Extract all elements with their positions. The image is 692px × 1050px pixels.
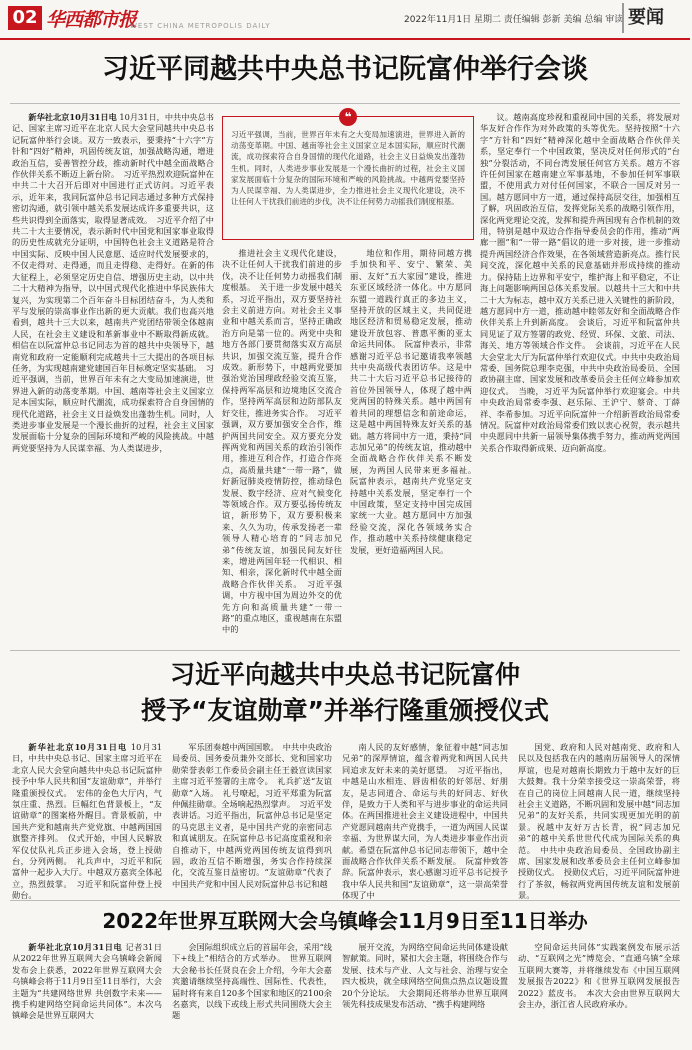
- article-2-body-4: 国党、政府和人民对越南党、政府和人民以及包括我在内的越南历届领导人的深情厚谊，也是对越南长期致力于越中友好的巨大鼓舞。我十分荣幸接受这一崇高荣誉，将在自己的岗位上同越南人民一道，继续坚持社会主义道路，不断巩固和发展中越“同志加兄弟”的友好关系，共同实现更加光明的前景。祝越中友好万古长青，祝“同志加兄弟”的越中关系世世代代成为国际关系的典范。 中共中央政治局委员、全国政协副主席、国家发展和改革委员会主任何立峰参加授勋仪式。 授勋仪式后，习近平同阮富仲进行了茶叙，畅叙两党两国传统友谊和发展前景。: [518, 742, 680, 901]
- article-2-body-3: 南人民的友好感情，象征着中越“同志加兄弟”的深厚情谊，蕴含着两党和两国人民共同追求友好未来的美好愿望。 习近平指出，中越是山水相连、唇齿相依的好邻居、好朋友，是志同道合、命运与共的好同志、好伙伴，是致力于人类和平与进步事业的命运共同体。在两国推进社会主义建设进程中，中国共产党愿同越南共产党携手，一道为两国人民谋幸福、为世界谋大同，为人类进步事业作出贡献。希望在阮富仲总书记同志带领下，越中全面战略合作伙伴关系不断发展。 阮富仲致答辞。阮富仲表示，衷心感谢习近平总书记授予我中华人民共和国“友谊勋章”，这一崇高荣誉体现了中: [342, 742, 508, 901]
- article-1-body-1: 10月31日，中共中央总书记、国家主席习近平在北京人民大会堂同越共中央总书记阮富仲举行会谈。双方一致表示，要秉持“十六字”方针和“四好”精神，巩固传统友谊，加强战略沟通，增进政治互信，妥善管控分歧，推动新时代中越全面战略合作伙伴关系不断迈上新台阶。 习近平热烈欢迎阮富仲在中共二十大召开后即对中国进行正式访问。习近平表示，近年来，我同阮富仲总书记同志通过多种方式保持密切沟通，就引领中越关系发展达成许多重要共识，这些共识得到全面落实，取得显著成效。 习近平介绍了中共二十大主要情况，表示新时代中国党和国家事业取得的历史性成就充分证明，中国特色社会主义道路是符合中国实际、反映中国人民意愿、适应时代发展要求的，不仅走得对、走得通，而且走得稳、走得好。在新的伟大征程上，必须坚定历史自信、增强历史主动，以中共二十大精神为指导，以中国式现代化推进中华民族伟大复兴，为实现第二个百年奋斗目标团结奋斗，为人类和平与发展的崇高事业作出新的更大贡献。我们也高兴地看到，越共十三大以来，越南共产党团结带领全体越南人民，在社会主义建设和革新事业中不断取得新成就。相信在以阮富仲总书记同志为首的越共中央领导下，越南党和政府一定能顺利完成越共十三大提出的各项目标任务，为实现越南建党建国百年目标奠定坚实基础。 习近平强调，当前，世界百年未有之大变局加速演进，世界进入新的动荡变革期。中国、越南等社会主义国家立足本国实际，顺应时代潮流，成功探索符合自身国情的现代化道路，社会主义日益焕发出蓬勃生机。同时，人类进步事业发展是一个漫长曲折的过程，社会主义国家发展面临十分复杂的国际环境和严峻的风险挑战。中越两党要坚持为人民谋幸福、为人类谋进步，: [12, 112, 214, 453]
- article-3-col-3: [342, 942, 508, 1046]
- article-2-col-2: [172, 742, 332, 894]
- dateline: 新华社北京10月31日电: [28, 742, 128, 752]
- headline-1: 习近平同越共中央总书记阮富仲举行会谈: [102, 54, 588, 85]
- article-1-col-2: [222, 248, 342, 642]
- divider: [10, 650, 680, 651]
- headline-2-line-1: 习近平向越共中央总书记阮富仲: [169, 660, 520, 689]
- headline-2-line-2: 授予“友谊勋章”并举行隆重颁授仪式: [141, 696, 549, 725]
- masthead: [0, 0, 690, 40]
- page-number: 02: [8, 6, 42, 30]
- article-1-col-1: [12, 112, 214, 642]
- article-2-col-4: [518, 742, 680, 901]
- article-3-body-3: 展开交流，为网络空间命运共同体建设献智献策。同时，紧扣大会主题，将围绕合作与发展、技术与产业、人文与社会、治理与安全四大板块，就全球网络空间焦点热点议题设置20个分论坛。 大会期间还将举办世界互联网领先科技成果发布活动、“携手构建网络: [342, 942, 508, 1010]
- article-2-col-1: [12, 742, 162, 901]
- dateline: 新华社北京10月31日电: [28, 112, 117, 122]
- article-1-col-3: [350, 248, 481, 642]
- pull-quote-text: 习近平强调，当前，世界百年未有之大变局加速演进，世界进入新的动荡变革期。中国、越南等社会主义国家立足本国实际，顺应时代潮流，成功探索符合自身国情的现代化道路，社会主义日益焕发出蓬勃生机。同时，人类进步事业发展是一个漫长曲折的过程，社会主义国家发展面临十分复杂的国际环境和严峻的风险挑战。中越两党要坚持为人民谋幸福、为人类谋进步，全力推进社会主义现代化建设，决不让任何人干扰我们前进的步伐，决不让任何势力动摇我们制度根基。: [231, 130, 465, 207]
- divider: [10, 900, 680, 901]
- divider: [10, 103, 680, 104]
- article-2-body-2: 军乐团奏越中两国国歌。 中共中央政治局委员、国务委员兼外交部长、党和国家功勋荣誉表彰工作委员会副主任王毅宣读国家主席习近平签署的主席令。 礼兵扩送“友谊勋章”入场。 礼号嘹起，习近平郑重为阮富仲佩挂勋章。全场响起热烈掌声。 习近平发表讲话。习近平指出，阮富仲总书记是坚定的马克思主义者，是中国共产党的亲密同志和真诚朋友。在阮富仲总书记高度重视和亲自推动下，中越两党两国传统友谊得到巩固，政治互信不断增强，务实合作持续深化，交流互鉴日益密切。“友谊勋章”代表了中国共产党和中国人民对阮富仲总书记和越: [172, 742, 332, 889]
- article-1-body-2: 推进社会主义现代化建设，决不让任何人干扰我们前进的步伐，决不让任何势力动摇我们制度根基。 关于进一步发展中越关系，习近平指出，双方要坚持社会主义前进方向。对社会主义事业和中越关系而言，坚持正确政治方向是第一位的。两党中央和地方各部门要贯彻落实双方高层共识，加强交流互鉴，提升合作成效。新形势下，中越两党要加强治党治国理政经验交流互鉴，保持两军高层和边境地区交流合作，坚持两军高层和边防部队友好交往，推进务实合作。 习近平强调，双方要加强安全合作，维护两国共同安全。双方要充分发挥两党和两国关系的政治引领作用，推进互利合作，打造合作亮点，高质量共建“一带一路”，做好新冠肺炎疫情防控，推动绿色发展、数字经济、应对气候变化等领域合作。双方要弘扬传统友谊，新形势下，双方要积极来来、久久为功，传承发扬老一辈领导人精心培育的“同志加兄弟”传统友谊，加强民间友好往来，增进两国年轻一代相识、相知、相亲，深化新时代中越全面战略合作伙伴关系。 习近平强调，中方视中国为周边外交的优先方向和高质量共建“一带一路”的重点地区，重视越南在东盟中的: [222, 248, 342, 635]
- article-1-col-4: [480, 112, 680, 642]
- article-3-col-2: [172, 942, 332, 1046]
- article-1-body-3: 地位和作用，期待同越方携手加快和平、安宁、繁荣、美丽、友好“五大家园”建设，推进东亚区域经济一体化。中方愿同东盟一道践行真正的多边主义，坚持开放的区域主义，共同促进地区经济和贸易稳定发展，推动建设开放包容、普惠平衡的亚太命运共同体。 阮富仲表示，非常感谢习近平总书记邀请我率领越共中央高级代表团访华。这是中共二十大后习近平总书记接待的首位外国领导人，体现了越中两党两国的特殊关系。越中两国有着共同的理想信念和前途命运，这是越中两国特殊友好关系的基础。越方将同中方一道，秉持“同志加兄弟”的传统友谊，推动越中全面战略合作伙伴关系不断发展，为两国人民带来更多福祉。 阮富仲表示，越南共产党坚定支持越中关系发展，坚定奉行一个中国政策，坚定支持中国完成国家统一大业。越方愿同中方加强经验交流，深化各领域务实合作，推动越中关系持续健康稳定发展，更好造福两国人民。: [350, 248, 481, 555]
- article-2-col-3: [342, 742, 508, 901]
- article-3-body-2: 会国际组织成立后的首届年会，采用“线下+线上”相结合的方式举办。 世界互联网大会秘书长任贤良在会上介绍，今年大会嘉宾邀请继续坚持高端性、国际性、代表性，届时将有来自120多个国家和地区的2100余名嘉宾，以线下或线上形式共同围绕大会主题: [172, 942, 332, 1021]
- quote-icon: ❝: [339, 108, 357, 126]
- section-label: 要闻: [622, 3, 692, 33]
- article-3-body-4: 空间命运共同体”实践案例发布展示活动、“互联网之光”博览会、“直通乌镇”全球互联网大赛等，并将继续发布《中国互联网发展报告2022》和《世界互联网发展报告2022》蓝皮书。 本次大会由世界互联网大会主办，浙江省人民政府承办。: [518, 942, 680, 1010]
- paper-name: 华西都市报: [46, 9, 137, 31]
- pull-quote: [222, 110, 474, 240]
- date-line: 2022年11月1日 星期二 责任编辑 彭新 美编 总编 审读: [404, 15, 624, 25]
- headline-3: 2022年世界互联网大会乌镇峰会11月9日至11日举办: [102, 909, 588, 933]
- article-2-body-1: 10月31日，中共中央总书记、国家主席习近平在北京人民大会堂向越共中央总书记阮富仲授予中华人民共和国“友谊勋章”，并举行隆重颁授仪式。 宏伟的金色大厅内，气氛庄重、热烈。巨幅红色背景板上，“友谊勋章”的图案格外醒目。背景板前，中国共产党和越南共产党党旗、中越两国国旗整齐排列。 仪式开始，中国人民解放军仪仗队礼兵正步进入会场，登上授勋台，分列两侧。 礼兵声中，习近平和阮富仲一起步入大厅。中越双方嘉宾全体起立，热烈鼓掌。 习近平和阮富仲登上授勋台。: [12, 742, 162, 901]
- article-3-body-1: 记者31日从2022年世界互联网大会乌镇峰会新闻发布会上获悉，2022年世界互联网大会乌镇峰会将于11月9日至11日举行，大会主题为“共建网络世界 共创数字未来——携手构建网络空间命运共同体”。本次乌镇峰会是世界互联网大: [12, 942, 162, 1021]
- article-3-col-4: [518, 942, 680, 1046]
- article-3-col-1: [12, 942, 162, 1046]
- dateline: 新华社北京10月31日电: [28, 942, 123, 952]
- paper-name-en: WEST CHINA METROPOLIS DAILY: [130, 22, 271, 30]
- article-1-body-4: 议。越南高度珍视和重视同中国的关系，将发展对华友好合作作为对外政策的头等优先。坚持按照“十六字”方针和“四好”精神深化越中全面战略合作伙伴关系，坚定奉行一个中国政策，坚决反对任何形式的“台独”分裂活动，不同台湾发展任何官方关系。越方不容许任何国家在越南建立军事基地，不参加任何军事联盟，不使用武力对付任何国家，不联合一国反对另一国。越方愿同中方一道，通过保持高层交往，加强相互了解，巩固政治互信，发挥党际关系的战略引领作用，深化两党理论交流，发挥和提升两国现有合作机制的效用，特别是越中双边合作指导委员会的作用，推动“两廊一圈”和“一带一路”倡议的进一步对接，进一步推动提升两国经济合作效果，在各领域营造新亮点。推行民间交流，深化越中关系的民意基础并形成持续的推动力。保持陆上边界和平安宁，维护海上和平稳定，不让海上问题影响两国总体关系发展。以越共十三大和中共二十大为标志，越中双方关系已进入关键性的新阶段，越方愿同中方一道，推动越中睦邻友好和全面战略合作伙伴关系上升到新高度。 会谈后，习近平和阮富仲共同见证了双方签署的政党、经贸、环保、文旅、司法、海关、地方等领域合作文件。 会谈前，习近平在人民大会堂北大厅为阮富仲举行欢迎仪式。中共中央政治局常委、国务院总理李克强，中共中央政治局委员、全国政协副主席、国家发展和改革委员会主任何立峰参加欢迎仪式。 当晚，习近平为阮富仲举行欢迎宴会。中共中央政治局常委李强、赵乐际、王沪宁、蔡奇、丁薛祥、李希参加。习近平向阮富仲一介绍新晋政治局常委情况。阮富仲对政治局常委们致以衷心祝贺，表示越共中央愿同中共新一届领导集体携手努力，推动两党两国关系合作取得新成果、迈向新高度。: [480, 112, 680, 453]
